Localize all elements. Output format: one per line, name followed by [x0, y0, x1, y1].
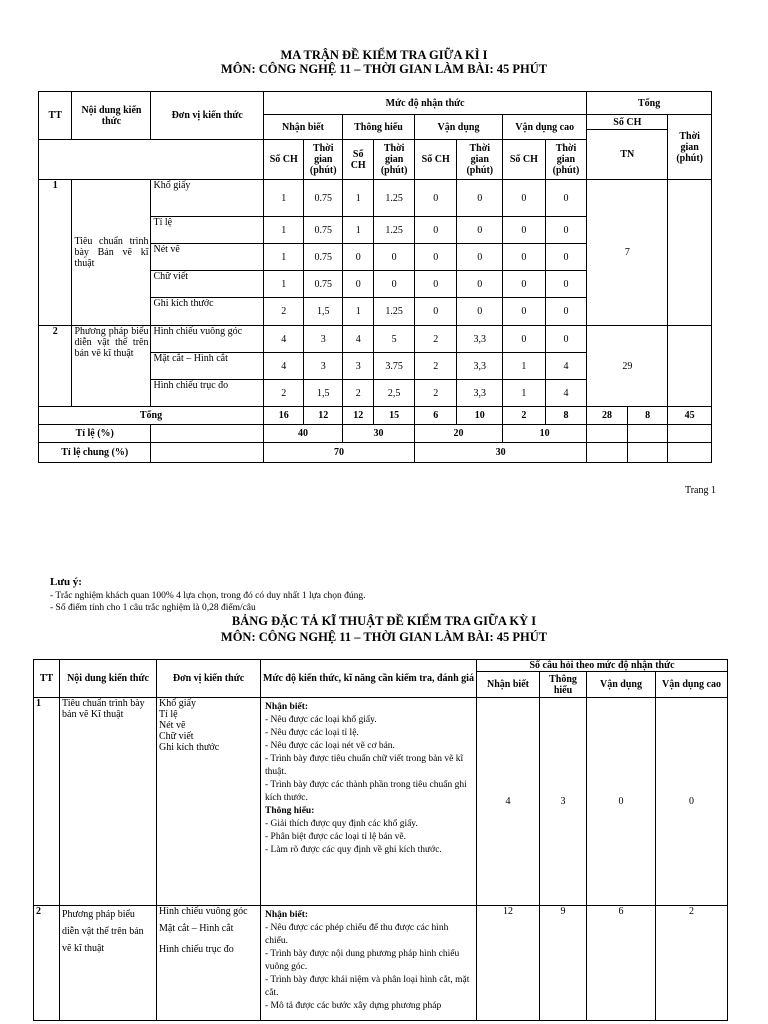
row-value: 0 [545, 244, 587, 271]
row-value: 4 [545, 353, 587, 380]
spec-item: - Trình bày được tiêu chuẩn chữ viết trong bản vẽ kĩ thuật. [265, 754, 464, 777]
row-value: 0.75 [304, 217, 343, 244]
spec-hdr-content: Nội dung kiến thức [60, 660, 157, 698]
spec-item: - Nêu được các loại tỉ lệ. [265, 728, 359, 738]
spec-hdr-unit: Đơn vị kiến thức [157, 660, 261, 698]
spec-item: - Giải thích được quy định các khổ giấy. [265, 819, 418, 829]
total-row-label: Tổng [39, 407, 264, 425]
row-value: 1.25 [374, 180, 415, 217]
spec-hdr-th: Thông hiểu [540, 672, 587, 698]
row-value: 3,3 [457, 380, 503, 407]
spec-row1-count: 0 [587, 698, 656, 906]
row-value: 0 [503, 244, 546, 271]
spec-hdr-vdc: Vận dụng cao [656, 672, 728, 698]
total-cell: 45 [668, 407, 712, 425]
row-value: 0 [457, 180, 503, 217]
row-value: 3,3 [457, 353, 503, 380]
total-cell: 8 [627, 407, 668, 425]
spec-row1-desc [261, 698, 477, 906]
common-row-label: Tỉ lệ chung (%) [39, 443, 151, 463]
hdr-level: Mức độ nhận thức [263, 92, 586, 115]
spec-title: BẢNG ĐẶC TẢ KĨ THUẬT ĐỀ KIỂM TRA GIỮA KỲ I [231, 614, 537, 628]
row-value: 2 [342, 380, 373, 407]
spec-item: - Phân biệt được các loại tỉ lệ bản vẽ. [265, 832, 407, 842]
ratio-row-label: Tỉ lệ (%) [39, 425, 151, 443]
row-value: 2 [263, 380, 304, 407]
hdr-unit: Đơn vị kiến thức [151, 92, 263, 140]
row-value: 0 [457, 298, 503, 326]
row-value: 0 [545, 180, 587, 217]
spec-row1-tt: 1 [34, 698, 60, 906]
matrix-row [39, 180, 712, 217]
hdr-vd: Vận dụng [414, 115, 502, 140]
ratio-cell: 10 [503, 425, 587, 443]
row-value: 0 [414, 217, 457, 244]
row-value: 0 [374, 271, 415, 298]
row-value: 1,5 [304, 298, 343, 326]
total-cell: 28 [587, 407, 628, 425]
spec-row1-units [157, 698, 261, 906]
row-value: 2 [414, 326, 457, 353]
hdr-soch: Số CH [503, 140, 546, 180]
spec-th-head: Thông hiểu: [265, 806, 315, 816]
row-value: 0 [414, 244, 457, 271]
hdr-time: Thời gian (phút) [374, 140, 415, 180]
row-value: 0.75 [304, 244, 343, 271]
row-tt: 2 [39, 326, 72, 407]
hdr-th: Thông hiểu [342, 115, 414, 140]
hdr-time: Thời gian (phút) [304, 140, 343, 180]
row-total-time [668, 180, 712, 326]
ratio-cell: 40 [263, 425, 342, 443]
row-value: 1 [503, 353, 546, 380]
row-value: 0 [374, 244, 415, 271]
spec-hdr-vd: Vận dụng [587, 672, 656, 698]
spec-item: - Mô tả được các bước xây dựng phương pháp [265, 1001, 442, 1011]
row-value: 2,5 [374, 380, 415, 407]
spec-row1-count: 0 [656, 698, 728, 906]
spec-unit: Nét vẽ [159, 720, 186, 731]
spec-hdr-count: Số câu hỏi theo mức độ nhận thức [477, 660, 728, 672]
row-value: 1 [342, 298, 373, 326]
spec-unit: Mặt cắt – Hình cắt [159, 923, 234, 934]
spec-row2-count: 2 [656, 906, 728, 1021]
spec-row2-count: 6 [587, 906, 656, 1021]
row-value: 0 [457, 271, 503, 298]
total-cell: 15 [374, 407, 415, 425]
row-unit: Mặt cắt – Hình cắt [151, 353, 263, 380]
spec-row2-desc [261, 906, 477, 1021]
row-value: 0 [545, 217, 587, 244]
row-value: 1.25 [374, 298, 415, 326]
row-total-ch: 7 [587, 180, 668, 326]
row-value: 2 [414, 353, 457, 380]
hdr-content: Nội dung kiến thức [72, 92, 151, 140]
row-value: 0 [503, 217, 546, 244]
row-content: Tiêu chuẩn trình bày Bản vẽ kĩ thuật [72, 180, 151, 326]
spec-row2-count: 9 [540, 906, 587, 1021]
row-value: 3 [342, 353, 373, 380]
row-tt: 1 [39, 180, 72, 326]
total-cell: 16 [263, 407, 304, 425]
total-cell: 8 [545, 407, 587, 425]
spec-unit: Tỉ lệ [159, 709, 178, 720]
hdr-soch-total: Số CH [587, 115, 668, 130]
spec-hdr-nb: Nhận biết [477, 672, 540, 698]
row-unit: Khổ giấy [151, 180, 263, 217]
row-value: 3 [304, 326, 343, 353]
hdr-soch: Số CH [263, 140, 304, 180]
row-unit: Hình chiếu trục đo [151, 380, 263, 407]
spec-row2-units [157, 906, 261, 1021]
row-value: 1 [263, 217, 304, 244]
row-unit: Hình chiếu vuông góc [151, 326, 263, 353]
row-total-time [668, 326, 712, 407]
row-value: 0 [545, 326, 587, 353]
hdr-nb: Nhận biết [263, 115, 342, 140]
spec-unit: Hình chiếu vuông góc [159, 906, 248, 917]
row-value: 1,5 [304, 380, 343, 407]
spec-item: - Làm rõ được các quy định về ghi kích thước. [265, 845, 442, 855]
row-value: 0 [545, 298, 587, 326]
total-cell: 12 [304, 407, 343, 425]
row-value: 0 [414, 271, 457, 298]
row-value: 3 [304, 353, 343, 380]
row-value: 0 [457, 244, 503, 271]
hdr-time-total: Thời gian (phút) [668, 115, 712, 180]
hdr-soch: Số CH [342, 140, 373, 180]
total-cell: 2 [503, 407, 546, 425]
hdr-tn: TN [587, 130, 668, 180]
spec-item: - Trình bày được các thành phần trong tiêu chuẩn ghi kích thước. [265, 780, 467, 803]
matrix-title: MA TRẬN ĐỀ KIỂM TRA GIỮA KÌ I [280, 48, 488, 62]
spec-row1-content: Tiêu chuẩn trình bày bản vẽ Kĩ thuật [60, 698, 157, 906]
spec-unit: Ghi kích thước [159, 742, 220, 753]
hdr-time: Thời gian (phút) [545, 140, 587, 180]
spec-row2-content: Phương pháp biểu diễn vật thể trên bản vẽ kĩ thuật [60, 906, 157, 1021]
row-value: 1 [263, 271, 304, 298]
row-value: 0 [545, 271, 587, 298]
row-unit: Chữ viết [151, 271, 263, 298]
row-unit: Ghi kích thước [151, 298, 263, 326]
row-value: 0 [342, 271, 373, 298]
matrix-row [39, 326, 712, 353]
total-cell: 10 [457, 407, 503, 425]
spec-unit: Hình chiếu trục đo [159, 944, 234, 955]
row-value: 0.75 [304, 180, 343, 217]
row-value: 0 [342, 244, 373, 271]
row-value: 4 [263, 326, 304, 353]
row-value: 0 [503, 271, 546, 298]
hdr-vdc: Vận dụng cao [503, 115, 587, 140]
row-value: 0.75 [304, 271, 343, 298]
row-value: 0 [414, 180, 457, 217]
page-number: Trang 1 [684, 485, 716, 496]
spec-unit: Khổ giấy [159, 698, 196, 709]
spec-row1-count: 4 [477, 698, 540, 906]
total-cell: 12 [342, 407, 373, 425]
row-value: 1 [342, 217, 373, 244]
row-value: 4 [263, 353, 304, 380]
row-value: 4 [545, 380, 587, 407]
row-content: Phương pháp biểu diễn vật thể trên bản vẽ kĩ thuật [72, 326, 151, 407]
spec-item: - Nêu được các loại nét vẽ cơ bản. [265, 741, 395, 751]
spec-row1-count: 3 [540, 698, 587, 906]
row-value: 4 [342, 326, 373, 353]
notes-title: Lưu ý: [50, 576, 82, 588]
row-value: 1.25 [374, 217, 415, 244]
row-value: 2 [263, 298, 304, 326]
row-unit: Nét vẽ [151, 244, 263, 271]
row-value: 1 [263, 244, 304, 271]
ratio-cell: 20 [414, 425, 502, 443]
spec-nb-head: Nhận biết: [265, 910, 309, 920]
total-cell: 6 [414, 407, 457, 425]
row-value: 3,3 [457, 326, 503, 353]
spec-subtitle: MÔN: CÔNG NGHỆ 11 – THỜI GIAN LÀM BÀI: 45 PHÚT [220, 630, 548, 644]
hdr-tt: TT [39, 92, 72, 140]
spec-table [33, 659, 728, 1021]
common-cell: 30 [414, 443, 586, 463]
matrix-subtitle: MÔN: CÔNG NGHỆ 11 – THỜI GIAN LÀM BÀI: 45 PHÚT [220, 62, 548, 76]
row-value: 5 [374, 326, 415, 353]
row-unit: Tỉ lệ [151, 217, 263, 244]
ratio-cell: 30 [342, 425, 414, 443]
spec-row2-count: 12 [477, 906, 540, 1021]
common-cell: 70 [263, 443, 414, 463]
row-value: 1 [503, 380, 546, 407]
hdr-total: Tổng [587, 92, 712, 115]
row-value: 3.75 [374, 353, 415, 380]
spec-unit: Chữ viết [159, 731, 194, 742]
row-value: 1 [263, 180, 304, 217]
row-value: 0 [503, 298, 546, 326]
notes-line1: - Trắc nghiệm khách quan 100% 4 lựa chọn, trong đó có duy nhất 1 lựa chọn đúng. [50, 591, 366, 601]
spec-item: - Nêu được các phép chiếu để thu được các hình chiếu. [265, 923, 449, 946]
row-value: 2 [414, 380, 457, 407]
row-value: 0 [414, 298, 457, 326]
spec-item: - Nêu được các loại khổ giấy. [265, 715, 377, 725]
spec-item: - Trình bày được nội dung phương pháp hình chiếu vuông góc. [265, 949, 460, 972]
hdr-soch: Số CH [414, 140, 457, 180]
spec-hdr-tt: TT [34, 660, 60, 698]
spec-nb-head: Nhận biết: [265, 702, 309, 712]
spec-row2-tt: 2 [34, 906, 60, 1021]
row-value: 0 [457, 217, 503, 244]
matrix-table [38, 91, 712, 463]
row-value: 0 [503, 180, 546, 217]
row-total-ch: 29 [587, 326, 668, 407]
spec-item: - Trình bày được khái niệm và phân loại hình cắt, mặt cắt. [265, 975, 470, 998]
spec-hdr-level: Mức độ kiến thức, kĩ năng cần kiểm tra, đánh giá [261, 660, 477, 698]
hdr-time: Thời gian (phút) [457, 140, 503, 180]
row-value: 1 [342, 180, 373, 217]
row-value: 0 [503, 326, 546, 353]
notes-line2: - Số điểm tính cho 1 câu trắc nghiệm là 0,28 điểm/câu [50, 603, 256, 613]
